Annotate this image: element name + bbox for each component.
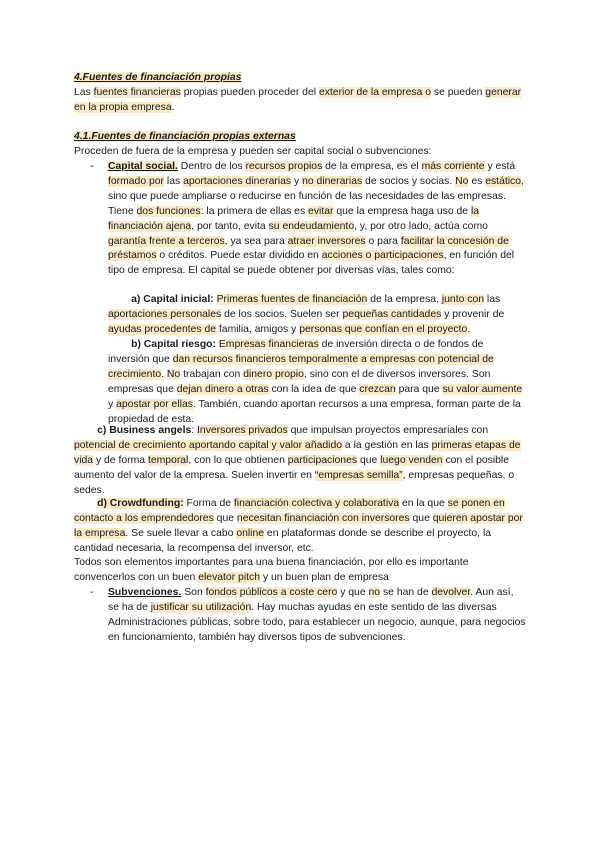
- bullet-dash-subvenciones: -: [90, 587, 94, 598]
- summary-paragraph: Todos son elementos importantes para una buena financiación, por ello es importante convencerlos con un buen elevator pitch y un buen plan de empresa: [74, 557, 469, 583]
- capital-social-paragraph: Capital social. Dentro de los recursos propios de la empresa, es el más corriente y está formado por las aportaciones dinerarias y no dinerarias de socios y socias. No es estático, sino que puede ampliarse o reducirse en función de las necesidades de las empresas. Tiene dos funciones: la primera de ellas es evitar que la empresa haga uso de la financiación ajena, por tanto, evita su endeudamiento, y, por otro lado, actúa como garantía frente a terceros, ya sea para atraer inversores o para facilitar la concesión de préstamos o créditos. Puede estar dividido en acciones o participaciones, en función del tipo de empresa. El capital se puede obtener por diversas vías, tales como:: [108, 161, 524, 277]
- crowdfunding-paragraph: d) Crowdfunding: Forma de financiación colectiva y colaborativa en la que se ponen en contacto a los emprendedores que necesitan financiación con inversores que quieren apostar por la empresa. Se suele llevar a cabo online en plataformas donde se describe el proyecto, la cantidad necesaria, la recompensa del inversor, etc.: [74, 498, 523, 554]
- business-angels-paragraph: c) Business angels: Inversores privados que impulsan proyectos empresariales con potencial de crecimiento aportando capital y valor añadido a la gestión en las primeras etapas de vida y de forma temporal, con lo que obtienen participaciones que luego venden con el posible aumento del valor de la empresa. Suelen invertir en “empresas semilla”, empresas pequeñas, o sedes.: [74, 425, 521, 496]
- section-heading-4-1: 4.1.Fuentes de financiación propias externas: [74, 131, 296, 142]
- section-heading-4: 4.Fuentes de financiación propias: [74, 72, 242, 83]
- capital-riesgo-paragraph: b) Capital riesgo: Empresas financieras de inversión directa o de fondos de inversión que dan recursos financieros temporalmente a empresas con potencial de crecimiento. No trabajan con dinero propio, sino con el de diversos inversores. Son empresas que dejan dinero a otras con la idea de que crezcan para que su valor aumente y apostar por ellas. También, cuando aportan recursos a una empresa, forman parte de la propiedad de esta.: [108, 339, 523, 425]
- intro-paragraph: Las fuentes financieras propias pueden proceder del exterior de la empresa o se pueden generar en la propia empresa.: [74, 87, 522, 113]
- subvenciones-paragraph: Subvenciones. Son fondos públicos a coste cero y que no se han de devolver. Aun así, se ha de justificar su utilización. Hay muchas ayudas en este sentido de las diversas Administraciones públicas, sobre todo, para establecer un negocio, aunque, para negocios en funcionamiento, también hay diversos tipos de subvenciones.: [108, 587, 526, 643]
- capital-inicial-paragraph: a) Capital inicial: Primeras fuentes de financiación de la empresa, junto con las aportaciones personales de los socios. Suelen ser pequeñas cantidades y provenir de ayudas procedentes de familia, amigos y personas que confían en el proyecto.: [108, 294, 505, 335]
- bullet-dash-capital-social: -: [90, 161, 94, 172]
- section-intro: Proceden de fuera de la empresa y pueden ser capital social o subvenciones:: [74, 146, 432, 157]
